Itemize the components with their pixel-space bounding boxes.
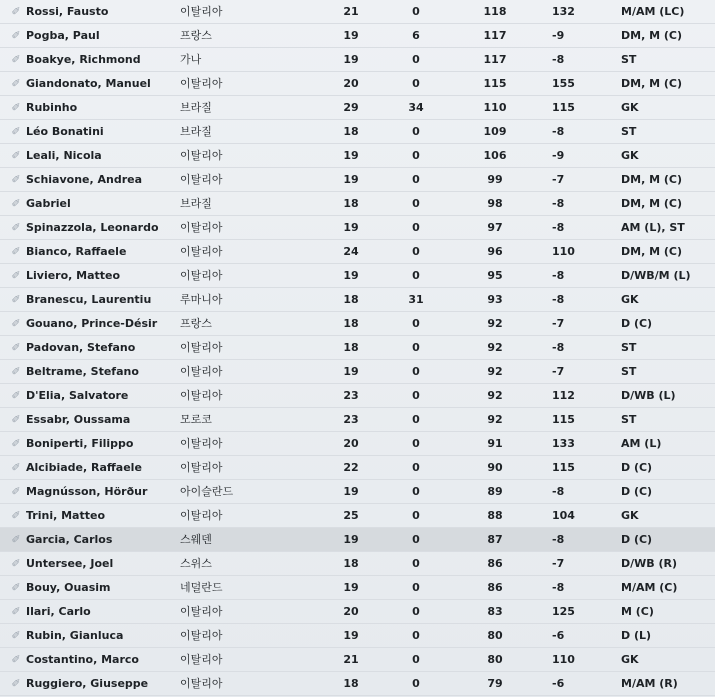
player-name[interactable]: Liviero, Matteo [26,269,121,282]
player-rating: 92 [487,389,503,402]
pencil-icon[interactable]: ✐ [11,101,21,114]
pencil-icon[interactable]: ✐ [11,293,21,306]
pencil-icon[interactable]: ✐ [11,365,21,378]
player-position: DM, M (C) [621,173,682,186]
player-caps: 0 [412,557,420,570]
pencil-icon[interactable]: ✐ [11,389,21,402]
table-row[interactable] [0,600,715,624]
player-nationality: 브라질 [180,197,212,210]
player-position: D (L) [621,629,652,642]
player-position: DM, M (C) [621,77,682,90]
player-name[interactable]: Trini, Matteo [26,509,106,522]
player-name[interactable]: Garcia, Carlos [26,533,113,546]
player-position: DM, M (C) [621,197,682,210]
player-nationality: 이탈리아 [180,365,223,378]
player-value: 155 [552,77,575,90]
player-nationality: 브라질 [180,101,212,114]
player-rating: 92 [487,413,503,426]
player-name[interactable]: Bianco, Raffaele [26,245,127,258]
player-age: 18 [343,293,359,306]
player-caps: 0 [412,221,420,234]
player-age: 18 [343,197,359,210]
player-nationality: 이탈리아 [180,629,223,642]
player-caps: 0 [412,125,420,138]
table-row[interactable] [0,72,715,96]
player-value: -8 [552,125,565,138]
player-nationality: 아이슬란드 [180,485,234,498]
player-rating: 88 [487,509,503,522]
player-value: -8 [552,221,565,234]
player-nationality: 이탈리아 [180,245,223,258]
player-caps: 0 [412,677,420,690]
player-nationality: 이탈리아 [180,221,223,234]
pencil-icon[interactable]: ✐ [11,653,21,666]
player-name[interactable]: Léo Bonatini [26,125,104,138]
pencil-icon[interactable]: ✐ [11,341,21,354]
table-row[interactable] [0,336,715,360]
player-value: -6 [552,677,565,690]
player-position: DM, M (C) [621,29,682,42]
player-caps: 0 [412,269,420,282]
player-rating: 99 [487,173,503,186]
pencil-icon[interactable]: ✐ [11,605,21,618]
player-nationality: 이탈리아 [180,605,223,618]
player-value: -8 [552,533,565,546]
player-caps: 31 [408,293,424,306]
player-caps: 0 [412,341,420,354]
player-name[interactable]: Pogba, Paul [26,29,100,42]
player-rating: 83 [487,605,503,618]
player-nationality: 이탈리아 [180,5,223,18]
player-name[interactable]: Spinazzola, Leonardo [26,221,159,234]
player-caps: 0 [412,5,420,18]
pencil-icon[interactable]: ✐ [11,413,21,426]
player-caps: 0 [412,245,420,258]
player-nationality: 가나 [180,53,202,66]
player-position: ST [621,53,637,66]
player-age: 19 [343,173,359,186]
player-position: GK [621,101,639,114]
player-name[interactable]: Rubinho [26,101,78,114]
player-position: M/AM (LC) [621,5,685,18]
player-value: -7 [552,557,565,570]
player-name[interactable]: D'Elia, Salvatore [26,389,129,402]
player-value: -9 [552,149,565,162]
player-nationality: 이탈리아 [180,389,223,402]
table-row[interactable] [0,648,715,672]
player-age: 19 [343,485,359,498]
player-position: D/WB (R) [621,557,678,570]
table-row[interactable] [0,312,715,336]
player-age: 18 [343,341,359,354]
player-position: D (C) [621,485,653,498]
player-caps: 0 [412,629,420,642]
player-position: M/AM (R) [621,677,678,690]
player-age: 21 [343,5,359,18]
pencil-icon[interactable]: ✐ [11,509,21,522]
player-age: 19 [343,629,359,642]
player-nationality: 스웨덴 [180,533,212,546]
table-row[interactable] [0,96,715,120]
player-nationality: 이탈리아 [180,149,223,162]
player-age: 19 [343,53,359,66]
player-name[interactable]: Untersee, Joel [26,557,114,570]
player-name[interactable]: Boniperti, Filippo [26,437,134,450]
player-caps: 34 [408,101,424,114]
player-caps: 0 [412,53,420,66]
pencil-icon[interactable]: ✐ [11,557,21,570]
pencil-icon[interactable]: ✐ [11,269,21,282]
player-rating: 118 [483,5,507,18]
player-value: -7 [552,173,565,186]
player-value: 115 [552,461,575,474]
pencil-icon[interactable]: ✐ [11,317,21,330]
player-value: 104 [552,509,575,522]
player-name[interactable]: Costantino, Marco [26,653,139,666]
player-age: 22 [343,461,359,474]
pencil-icon[interactable]: ✐ [11,485,21,498]
player-rating: 93 [487,293,503,306]
player-position: DM, M (C) [621,245,682,258]
player-rating: 90 [487,461,503,474]
pencil-icon[interactable]: ✐ [11,149,21,162]
pencil-icon[interactable]: ✐ [11,53,21,66]
player-rating: 110 [483,101,507,114]
player-rating: 86 [487,581,503,594]
player-age: 18 [343,677,359,690]
player-age: 23 [343,389,359,402]
player-caps: 0 [412,653,420,666]
player-position: M (C) [621,605,654,618]
player-value: 110 [552,245,575,258]
player-value: -7 [552,317,565,330]
player-name[interactable]: Gabriel [26,197,71,210]
player-name[interactable]: Alcibiade, Raffaele [26,461,142,474]
table-row[interactable] [0,504,715,528]
player-position: D (C) [621,461,653,474]
player-caps: 0 [412,437,420,450]
pencil-icon[interactable]: ✐ [11,533,21,546]
player-position: GK [621,149,639,162]
table-row[interactable] [0,144,715,168]
player-caps: 0 [412,413,420,426]
player-rating: 117 [483,53,507,66]
player-caps: 0 [412,461,420,474]
player-name[interactable]: Branescu, Laurentiu [26,293,152,306]
player-value: -7 [552,365,565,378]
player-rating: 86 [487,557,503,570]
table-row[interactable] [0,0,715,24]
player-nationality: 이탈리아 [180,461,223,474]
player-caps: 0 [412,173,420,186]
player-name[interactable]: Padovan, Stefano [26,341,136,354]
player-age: 23 [343,413,359,426]
player-rating: 97 [487,221,503,234]
player-age: 29 [343,101,359,114]
player-caps: 0 [412,389,420,402]
player-position: D (C) [621,317,653,330]
pencil-icon[interactable]: ✐ [11,245,21,258]
table-row[interactable] [0,384,715,408]
pencil-icon[interactable]: ✐ [11,197,21,210]
player-value: -9 [552,29,565,42]
player-name[interactable]: Rubin, Gianluca [26,629,124,642]
player-name[interactable]: Essabr, Oussama [26,413,131,426]
pencil-icon[interactable]: ✐ [11,221,21,234]
player-caps: 6 [412,29,420,42]
player-value: -8 [552,197,565,210]
table-row[interactable] [0,24,715,48]
player-value: -8 [552,53,565,66]
player-name[interactable]: Leali, Nicola [26,149,102,162]
player-caps: 0 [412,365,420,378]
table-row[interactable] [0,480,715,504]
player-caps: 0 [412,509,420,522]
player-name[interactable]: Schiavone, Andrea [26,173,143,186]
player-caps: 0 [412,197,420,210]
player-name[interactable]: Magnússon, Hörður [26,485,148,498]
player-value: -8 [552,293,565,306]
player-position: M/AM (C) [621,581,678,594]
player-nationality: 모로코 [180,413,212,426]
player-name[interactable]: Giandonato, Manuel [26,77,151,90]
player-value: -8 [552,341,565,354]
player-age: 19 [343,29,359,42]
pencil-icon[interactable]: ✐ [11,677,21,690]
player-age: 18 [343,557,359,570]
player-nationality: 스위스 [180,557,212,570]
pencil-icon[interactable]: ✐ [11,5,21,18]
player-rating: 80 [487,653,503,666]
table-row[interactable] [0,288,715,312]
table-row[interactable] [0,432,715,456]
pencil-icon[interactable]: ✐ [11,173,21,186]
table-row[interactable] [0,408,715,432]
player-position: GK [621,293,639,306]
player-value: -8 [552,485,565,498]
player-nationality: 이탈리아 [180,437,223,450]
player-nationality: 이탈리아 [180,677,223,690]
player-age: 19 [343,221,359,234]
player-age: 18 [343,317,359,330]
table-row[interactable] [0,264,715,288]
player-caps: 0 [412,317,420,330]
player-position: GK [621,653,639,666]
player-rating: 92 [487,365,503,378]
player-rating: 106 [483,149,507,162]
player-position: D/WB/M (L) [621,269,691,282]
player-nationality: 이탈리아 [180,509,223,522]
player-nationality: 브라질 [180,125,212,138]
player-age: 20 [343,77,359,90]
pencil-icon[interactable]: ✐ [11,29,21,42]
player-age: 18 [343,125,359,138]
player-age: 19 [343,269,359,282]
player-position: ST [621,125,637,138]
player-position: ST [621,365,637,378]
player-value: 132 [552,5,575,18]
player-nationality: 이탈리아 [180,173,223,186]
player-nationality: 이탈리아 [180,77,223,90]
player-age: 19 [343,533,359,546]
table-row[interactable] [0,576,715,600]
player-name[interactable]: Bouy, Ouasim [26,581,111,594]
player-name[interactable]: Ilari, Carlo [26,605,91,618]
player-caps: 0 [412,485,420,498]
player-nationality: 루마니아 [180,293,223,306]
player-rating: 79 [487,677,503,690]
table-row[interactable] [0,360,715,384]
player-age: 20 [343,437,359,450]
player-value: 125 [552,605,575,618]
player-rating: 91 [487,437,503,450]
player-age: 21 [343,653,359,666]
player-value: 115 [552,101,575,114]
player-position: D/WB (L) [621,389,676,402]
player-name[interactable]: Gouano, Prince-Désir [26,317,158,330]
player-age: 19 [343,365,359,378]
player-rating: 95 [487,269,503,282]
table-row[interactable] [0,624,715,648]
player-position: ST [621,341,637,354]
pencil-icon[interactable]: ✐ [11,437,21,450]
player-name[interactable]: Rossi, Fausto [26,5,109,18]
pencil-icon[interactable]: ✐ [11,125,21,138]
player-age: 19 [343,149,359,162]
player-caps: 0 [412,533,420,546]
table-row[interactable] [0,552,715,576]
player-age: 24 [343,245,359,258]
player-nationality: 프랑스 [180,317,212,330]
table-row[interactable] [0,456,715,480]
player-rating: 98 [487,197,503,210]
player-nationality: 이탈리아 [180,653,223,666]
player-rating: 92 [487,341,503,354]
pencil-icon[interactable]: ✐ [11,461,21,474]
player-name[interactable]: Beltrame, Stefano [26,365,139,378]
player-caps: 0 [412,605,420,618]
player-rating: 92 [487,317,503,330]
player-value: 110 [552,653,575,666]
player-position: GK [621,509,639,522]
player-rating: 80 [487,629,503,642]
player-value: 115 [552,413,575,426]
player-nationality: 프랑스 [180,29,212,42]
player-caps: 0 [412,149,420,162]
player-value: -8 [552,269,565,282]
table-row[interactable] [0,528,715,552]
player-caps: 0 [412,77,420,90]
player-rating: 109 [483,125,507,138]
pencil-icon[interactable]: ✐ [11,581,21,594]
player-name[interactable]: Boakye, Richmond [26,53,141,66]
player-nationality: 이탈리아 [180,341,223,354]
player-position: AM (L), ST [621,221,685,234]
player-rating: 115 [483,77,507,90]
player-name[interactable]: Ruggiero, Giuseppe [26,677,149,690]
player-nationality: 네덜란드 [180,581,223,594]
player-position: AM (L) [621,437,662,450]
player-value: 133 [552,437,575,450]
player-nationality: 이탈리아 [180,269,223,282]
table-row[interactable] [0,240,715,264]
player-value: -6 [552,629,565,642]
player-value: 112 [552,389,575,402]
player-rating: 89 [487,485,503,498]
player-position: ST [621,413,637,426]
pencil-icon[interactable]: ✐ [11,77,21,90]
player-value: -8 [552,581,565,594]
table-row[interactable] [0,672,715,696]
player-rating: 96 [487,245,503,258]
table-row[interactable] [0,48,715,72]
player-age: 19 [343,581,359,594]
table-row[interactable] [0,216,715,240]
table-row[interactable] [0,192,715,216]
player-rating: 87 [487,533,503,546]
player-caps: 0 [412,581,420,594]
player-rating: 117 [483,29,507,42]
player-age: 25 [343,509,359,522]
table-row[interactable] [0,168,715,192]
table-row[interactable] [0,120,715,144]
player-age: 20 [343,605,359,618]
pencil-icon[interactable]: ✐ [11,629,21,642]
player-position: D (C) [621,533,653,546]
